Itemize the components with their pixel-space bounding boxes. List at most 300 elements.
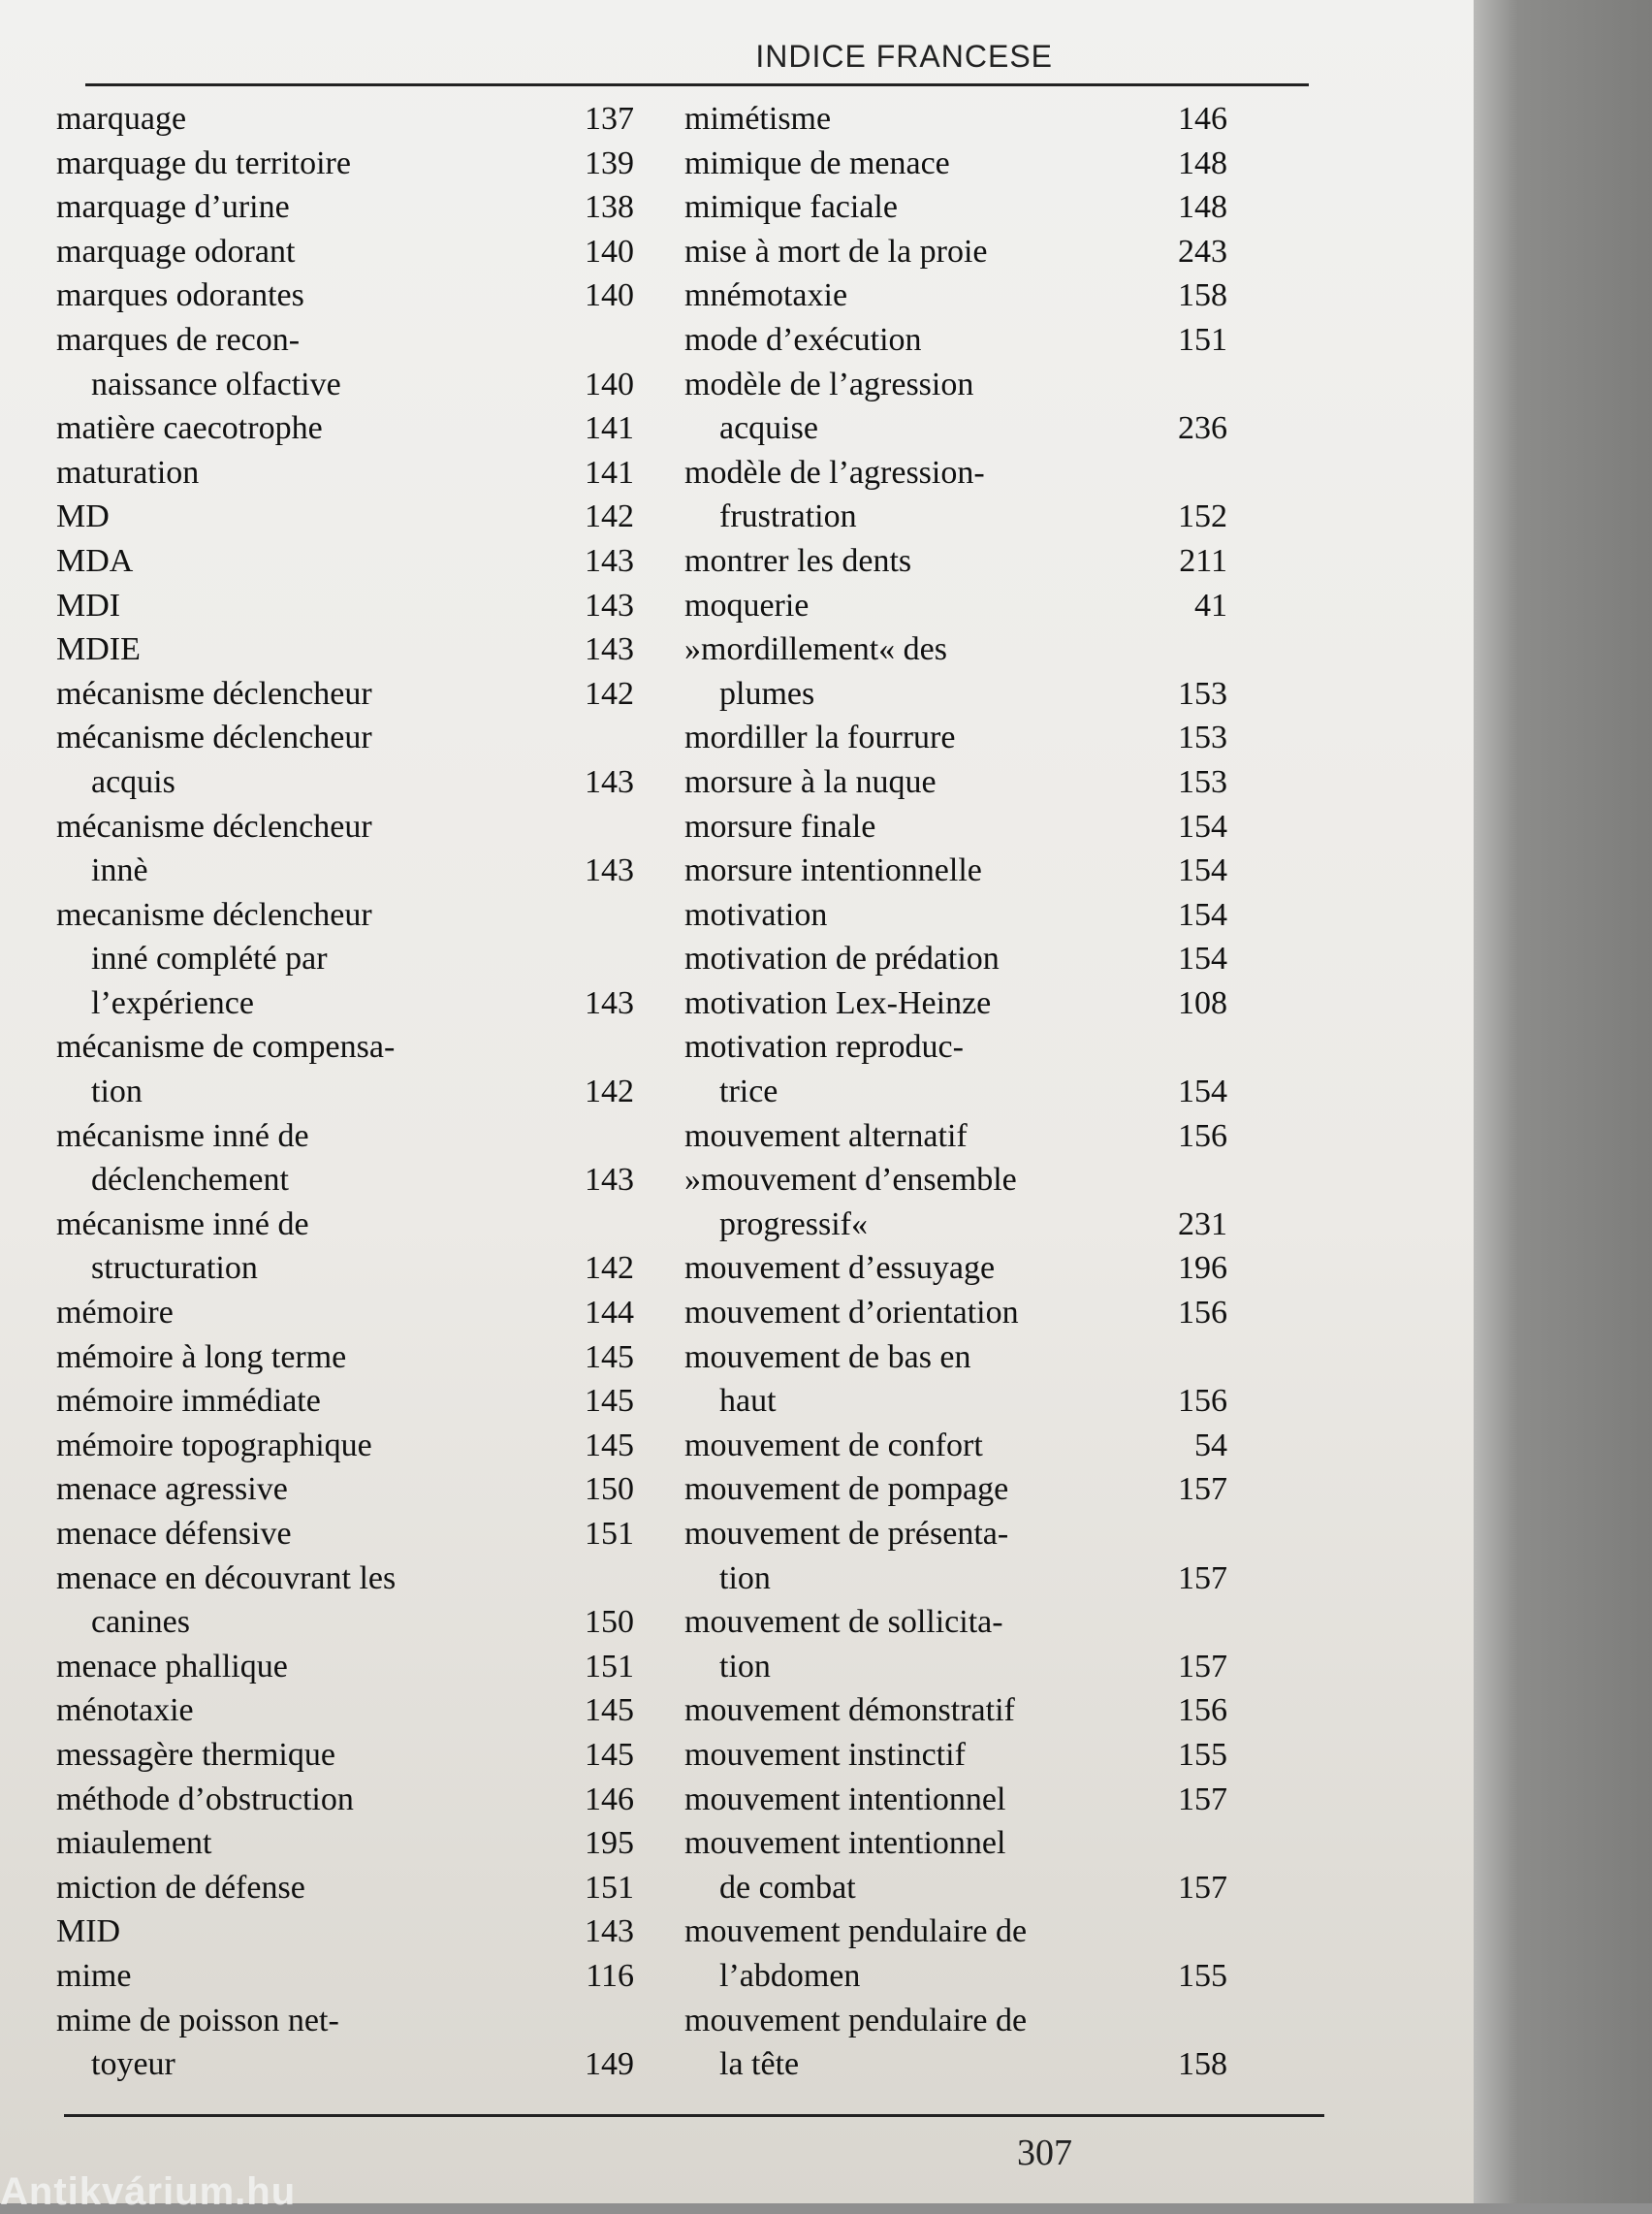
index-term-continuation: plumes: [719, 675, 815, 712]
index-term: [56, 273, 304, 318]
index-term: [684, 760, 937, 805]
index-page-ref: 142: [585, 498, 634, 535]
index-page-ref: 157: [1178, 1559, 1227, 1596]
index-term: [56, 1335, 346, 1380]
index-entry: [684, 142, 1227, 186]
index-term-text: mouvement d’essuyage: [684, 1250, 996, 1287]
index-term: [56, 627, 141, 672]
index-entry: [56, 805, 634, 893]
index-term-text: mécanisme déclencheur: [56, 720, 372, 756]
index-entry: [56, 273, 634, 318]
index-term-text: mécanisme déclencheur: [56, 808, 372, 845]
index-term: [56, 1424, 372, 1468]
index-term-continuation: innè: [91, 852, 148, 889]
index-term-text: ménotaxie: [56, 1692, 194, 1729]
index-page-ref: 148: [1178, 144, 1227, 181]
watermark-text: Antikvárium.hu: [0, 2170, 297, 2213]
index-term-continuation: l’expérience: [91, 984, 254, 1021]
index-term-text: mouvement d’orientation: [684, 1295, 1019, 1332]
index-entry: [56, 97, 634, 142]
index-entry: [684, 981, 1227, 1026]
index-entry: [56, 1954, 634, 1999]
index-term-text: mémoire: [56, 1295, 174, 1332]
index-entry: [684, 1424, 1227, 1468]
index-term-text: MID: [56, 1913, 121, 1950]
index-page-ref: 41: [1194, 587, 1227, 624]
index-term-text: motivation reproduc-: [684, 1029, 964, 1066]
index-entry: [684, 937, 1227, 981]
index-term: [56, 584, 120, 628]
index-term-text: mouvement intentionnel: [684, 1825, 1006, 1862]
index-page-ref: 145: [585, 1427, 634, 1463]
index-term: [684, 1025, 964, 1113]
index-term: [684, 1467, 1008, 1512]
index-term: [56, 1467, 288, 1512]
index-page-ref: 157: [1178, 1471, 1227, 1508]
index-term: [684, 893, 827, 938]
index-term-continuation: acquise: [719, 410, 818, 447]
index-term-text: marques de recon-: [56, 321, 301, 358]
index-entry: [56, 1291, 634, 1335]
index-entry: [56, 1424, 634, 1468]
index-entry: [684, 805, 1227, 850]
index-term: [56, 893, 372, 1026]
index-entry: [56, 672, 634, 717]
index-entry: [684, 1909, 1227, 1998]
index-term-text: menace agressive: [56, 1471, 288, 1508]
index-page-ref: 152: [1178, 498, 1227, 535]
index-page-ref: 156: [1178, 1117, 1227, 1154]
index-term-text: motivation: [684, 896, 828, 933]
index-term-continuation: progressif«: [719, 1205, 868, 1242]
index-page-ref: 236: [1178, 410, 1227, 447]
index-entry: [684, 1999, 1227, 2087]
index-term: [684, 1778, 1005, 1822]
index-page-ref: 231: [1178, 1205, 1227, 1242]
index-entry: [684, 97, 1227, 142]
index-term: [684, 981, 991, 1026]
index-page-ref: 157: [1178, 1781, 1227, 1817]
index-page-ref: 151: [1178, 321, 1227, 358]
index-term: [56, 1909, 120, 1954]
index-term-text: mouvement alternatif: [684, 1117, 968, 1154]
index-page-ref: 154: [1178, 852, 1227, 889]
index-entry: [56, 1645, 634, 1689]
index-term-text: menace phallique: [56, 1648, 288, 1685]
index-page-ref: 141: [585, 454, 634, 491]
index-term: [684, 1246, 995, 1291]
index-page-ref: 158: [1178, 2046, 1227, 2083]
index-page-ref: 195: [585, 1825, 634, 1862]
index-entry: [56, 451, 634, 496]
index-term: [56, 451, 199, 496]
index-page-ref: 154: [1178, 941, 1227, 978]
index-term: [684, 1158, 1017, 1246]
index-entry: [684, 451, 1227, 539]
index-entry: [56, 627, 634, 672]
index-entry: [56, 1909, 634, 1954]
index-term-text: motivation de prédation: [684, 941, 1000, 978]
index-term-text: marquage odorant: [56, 233, 296, 270]
index-page-ref: 243: [1178, 233, 1227, 270]
index-term: [56, 1025, 395, 1113]
index-page-ref: 143: [585, 763, 634, 800]
index-entry: [56, 1778, 634, 1822]
index-entry: [56, 1114, 634, 1203]
index-entry: [56, 893, 634, 1026]
index-term-continuation: canines: [91, 1604, 190, 1641]
index-term-text: mimique faciale: [684, 189, 898, 226]
index-page-ref: 143: [585, 1913, 634, 1950]
index-page-ref: 148: [1178, 189, 1227, 226]
index-page-ref: 153: [1178, 675, 1227, 712]
index-entry: [56, 1203, 634, 1291]
index-page-ref: 146: [1178, 101, 1227, 137]
index-page-ref: 145: [585, 1383, 634, 1420]
index-page-ref: 155: [1178, 1957, 1227, 1994]
index-term-text: modèle de l’agression: [684, 366, 974, 402]
index-term-text: mouvement de sollicita-: [684, 1604, 1003, 1641]
next-page-edge: [1474, 0, 1652, 2203]
index-page-ref: 150: [585, 1471, 634, 1508]
index-entry: [56, 1335, 634, 1380]
index-term: [684, 363, 973, 451]
index-page-ref: 153: [1178, 720, 1227, 756]
index-term: [56, 716, 372, 804]
index-term-text: mnémotaxie: [684, 277, 848, 314]
index-term: [56, 1379, 321, 1424]
page-number: 307: [1017, 2133, 1072, 2173]
index-entry: [684, 1246, 1227, 1291]
index-page-ref: 140: [585, 366, 634, 402]
index-term: [684, 849, 982, 893]
index-entry: [684, 1158, 1227, 1246]
index-term: [684, 142, 950, 186]
index-page-ref: 143: [585, 631, 634, 668]
index-page-ref: 149: [585, 2046, 634, 2083]
index-term-text: morsure finale: [684, 808, 876, 845]
index-term: [56, 1778, 354, 1822]
index-term: [684, 1909, 1027, 1998]
index-page-ref: 146: [585, 1781, 634, 1817]
index-page-ref: 140: [585, 277, 634, 314]
index-entry: [684, 1821, 1227, 1909]
index-term: [684, 230, 988, 274]
index-term-text: matière caecotrophe: [56, 410, 323, 447]
index-entry: [56, 1467, 634, 1512]
index-term-text: marquage: [56, 101, 187, 137]
index-term-text: MDI: [56, 587, 121, 624]
index-term: [56, 1203, 309, 1291]
index-term: [56, 1733, 335, 1778]
index-entry: [684, 363, 1227, 451]
index-term-text: méthode d’obstruction: [56, 1781, 354, 1817]
index-entry: [56, 406, 634, 451]
index-term: [56, 805, 372, 893]
index-term-text: mouvement démonstratif: [684, 1692, 1015, 1729]
index-page-ref: 142: [585, 675, 634, 712]
index-term: [56, 97, 186, 142]
index-term-continuation: inné complété par: [91, 941, 328, 978]
index-term: [56, 1114, 309, 1203]
index-entry: [684, 230, 1227, 274]
index-term: [684, 1733, 966, 1778]
index-term-text: motivation Lex-Heinze: [684, 984, 992, 1021]
index-page-ref: 151: [585, 1869, 634, 1906]
index-term-text: mordiller la fourrure: [684, 720, 956, 756]
index-term-text: »mordillement« des: [684, 631, 948, 668]
index-term-continuation: de combat: [719, 1869, 856, 1906]
index-entry: [684, 1114, 1227, 1159]
index-term: [684, 1688, 1015, 1733]
index-term: [684, 1999, 1027, 2087]
index-page-ref: 150: [585, 1604, 634, 1641]
index-term-text: miction de défense: [56, 1869, 305, 1906]
index-page-ref: 143: [585, 984, 634, 1021]
index-term: [56, 1999, 339, 2087]
index-term: [684, 1512, 1008, 1600]
index-term-text: marquage du territoire: [56, 144, 351, 181]
index-term-text: mimique de menace: [684, 144, 950, 181]
index-term: [684, 584, 809, 628]
index-term-continuation: haut: [719, 1383, 777, 1420]
index-page-ref: 144: [585, 1295, 634, 1332]
index-term: [684, 716, 955, 760]
index-term-continuation: frustration: [719, 498, 857, 535]
index-page-ref: 151: [585, 1648, 634, 1685]
index-term: [56, 406, 323, 451]
index-page-ref: 156: [1178, 1692, 1227, 1729]
index-entry: [56, 1512, 634, 1556]
index-term-text: mémoire topographique: [56, 1427, 372, 1463]
index-term-text: mémoire à long terme: [56, 1338, 347, 1375]
index-entry: [684, 1291, 1227, 1335]
index-page-ref: 141: [585, 410, 634, 447]
index-column-left: [56, 97, 634, 2087]
index-term-text: marques odorantes: [56, 277, 304, 314]
index-page-ref: 143: [585, 1162, 634, 1199]
index-page-ref: 156: [1178, 1383, 1227, 1420]
index-term-text: mouvement pendulaire de: [684, 2002, 1028, 2038]
index-entry: [684, 849, 1227, 893]
index-page-ref: 157: [1178, 1869, 1227, 1906]
index-term-text: mime de poisson net-: [56, 2002, 339, 2038]
index-term-text: maturation: [56, 454, 200, 491]
index-term-text: mécanisme de compensa-: [56, 1029, 396, 1066]
index-term: [684, 539, 911, 584]
index-entry: [684, 627, 1227, 716]
index-entry: [56, 1556, 634, 1645]
index-entry: [684, 1512, 1227, 1600]
index-term-text: mécanisme déclencheur: [56, 675, 372, 712]
index-entry: [684, 760, 1227, 805]
index-term-text: »mouvement d’ensemble: [684, 1162, 1017, 1199]
index-term-text: mecanisme déclencheur: [56, 896, 372, 933]
index-term-text: mime: [56, 1957, 132, 1994]
index-page-ref: 137: [585, 101, 634, 137]
index-term-text: mouvement pendulaire de: [684, 1913, 1028, 1950]
index-term-text: mouvement intentionnel: [684, 1781, 1006, 1817]
index-term-text: montrer les dents: [684, 542, 912, 579]
index-term: [56, 1866, 305, 1910]
index-term-continuation: l’abdomen: [719, 1957, 861, 1994]
index-page-ref: 143: [585, 587, 634, 624]
index-term-text: marquage d’urine: [56, 189, 290, 226]
index-entry: [56, 716, 634, 804]
index-entry: [684, 1335, 1227, 1424]
index-term: [56, 1645, 288, 1689]
index-page-ref: 142: [585, 1074, 634, 1110]
index-term: [56, 539, 133, 584]
index-term-text: mécanisme inné de: [56, 1117, 309, 1154]
running-header: INDICE FRANCESE: [755, 39, 1053, 74]
index-entry: [56, 142, 634, 186]
index-page-ref: 211: [1179, 542, 1227, 579]
index-term-text: mécanisme inné de: [56, 1205, 309, 1242]
index-term-text: mimétisme: [684, 101, 832, 137]
index-term-text: mise à mort de la proie: [684, 233, 988, 270]
index-entry: [684, 1467, 1227, 1512]
index-entry: [56, 1821, 634, 1866]
index-entry: [56, 318, 634, 406]
index-term-continuation: tion: [719, 1648, 771, 1685]
index-entry: [684, 1688, 1227, 1733]
index-term-text: morsure intentionnelle: [684, 852, 982, 889]
index-term-continuation: la tête: [719, 2046, 800, 2083]
index-term: [684, 185, 898, 230]
index-term: [684, 805, 875, 850]
index-entry: [56, 1866, 634, 1910]
index-term: [684, 97, 831, 142]
index-term-text: menace défensive: [56, 1516, 292, 1552]
index-term: [56, 672, 372, 717]
index-page-ref: 157: [1178, 1648, 1227, 1685]
index-entry: [684, 185, 1227, 230]
index-page-ref: 108: [1178, 984, 1227, 1021]
index-page-ref: 143: [585, 542, 634, 579]
index-page-ref: 139: [585, 144, 634, 181]
index-term-text: messagère thermique: [56, 1736, 335, 1773]
index-page-ref: 116: [586, 1957, 634, 1994]
index-term: [684, 1114, 968, 1159]
index-entry: [684, 893, 1227, 938]
index-page-ref: 145: [585, 1338, 634, 1375]
index-term-text: mouvement de présenta-: [684, 1516, 1009, 1552]
index-term: [56, 230, 295, 274]
index-term-text: moquerie: [684, 587, 810, 624]
index-entry: [56, 539, 634, 584]
index-term-text: morsure à la nuque: [684, 763, 937, 800]
index-term-text: modèle de l’agression-: [684, 454, 985, 491]
index-term-text: mouvement de bas en: [684, 1338, 971, 1375]
index-term-text: mouvement de confort: [684, 1427, 983, 1463]
index-term-text: MD: [56, 498, 110, 535]
index-page-ref: 154: [1178, 1074, 1227, 1110]
index-entry: [684, 539, 1227, 584]
index-page-ref: 154: [1178, 896, 1227, 933]
index-term-text: miaulement: [56, 1825, 212, 1862]
index-term-continuation: tion: [91, 1074, 143, 1110]
index-term-text: mémoire immédiate: [56, 1383, 321, 1420]
index-term: [56, 1512, 292, 1556]
index-term-continuation: trice: [719, 1074, 778, 1110]
index-term: [56, 1556, 396, 1645]
index-term: [684, 627, 947, 716]
index-term: [56, 142, 351, 186]
index-entry: [684, 273, 1227, 318]
index-term: [56, 185, 290, 230]
index-term: [684, 1424, 983, 1468]
index-term-continuation: acquis: [91, 763, 175, 800]
index-term: [684, 273, 847, 318]
index-page-ref: 145: [585, 1692, 634, 1729]
index-term-text: mode d’exécution: [684, 321, 922, 358]
index-term: [56, 495, 110, 539]
index-page-ref: 156: [1178, 1295, 1227, 1332]
index-term-continuation: déclenchement: [91, 1162, 289, 1199]
index-entry: [56, 1999, 634, 2087]
index-term-continuation: tion: [719, 1559, 771, 1596]
index-page-ref: 196: [1178, 1250, 1227, 1287]
index-term: [56, 1954, 131, 1999]
index-term-text: mouvement de pompage: [684, 1471, 1009, 1508]
index-entry: [56, 584, 634, 628]
index-page-ref: 54: [1194, 1427, 1227, 1463]
index-term: [56, 1688, 194, 1733]
index-entry: [56, 1733, 634, 1778]
index-term: [684, 318, 922, 363]
index-term: [684, 1600, 1003, 1688]
index-page-ref: 153: [1178, 763, 1227, 800]
index-term: [684, 1821, 1005, 1909]
index-page-ref: 158: [1178, 277, 1227, 314]
index-term: [684, 937, 1000, 981]
index-term: [684, 451, 985, 539]
index-term-text: menace en découvrant les: [56, 1559, 397, 1596]
index-page-ref: 151: [585, 1516, 634, 1552]
index-entry: [684, 716, 1227, 760]
header-rule: [85, 83, 1309, 86]
index-page-ref: 154: [1178, 808, 1227, 845]
index-entry: [684, 1778, 1227, 1822]
index-page-ref: 155: [1178, 1736, 1227, 1773]
index-term: [56, 318, 341, 406]
index-page-ref: 138: [585, 189, 634, 226]
index-term: [56, 1291, 174, 1335]
index-entry: [684, 1025, 1227, 1113]
index-term: [684, 1291, 1019, 1335]
index-entry: [684, 318, 1227, 363]
index-term: [684, 1335, 971, 1424]
footer-rule: [64, 2114, 1324, 2117]
index-page-ref: 140: [585, 233, 634, 270]
index-page-ref: 142: [585, 1250, 634, 1287]
index-term-continuation: naissance olfactive: [91, 366, 341, 402]
index-entry: [56, 1688, 634, 1733]
index-entry: [56, 495, 634, 539]
index-term: [56, 1821, 212, 1866]
index-column-right: [684, 97, 1227, 2087]
index-term-text: mouvement instinctif: [684, 1736, 966, 1773]
index-term-text: MDA: [56, 542, 134, 579]
index-term-continuation: toyeur: [91, 2046, 175, 2083]
index-entry: [56, 230, 634, 274]
index-page-ref: 145: [585, 1736, 634, 1773]
index-entry: [684, 584, 1227, 628]
index-page-ref: 143: [585, 852, 634, 889]
index-term-text: MDIE: [56, 631, 141, 668]
index-entry: [56, 1379, 634, 1424]
